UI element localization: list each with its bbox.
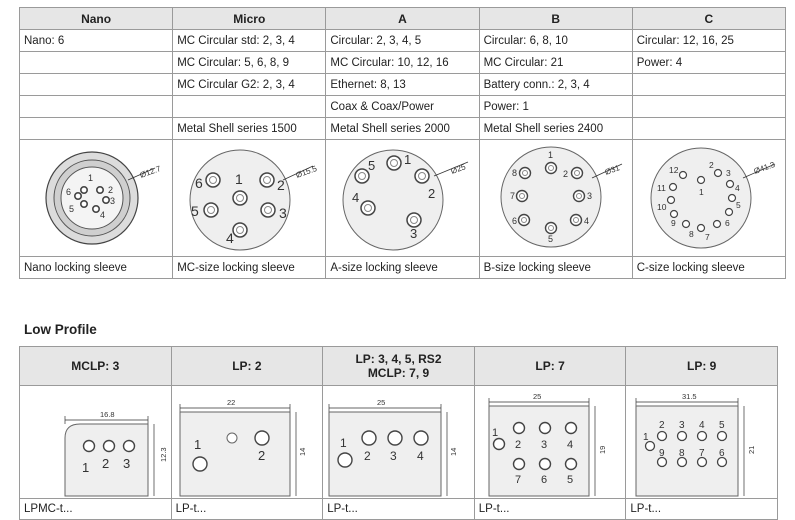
lp9-diagram-cell [626, 386, 778, 499]
caption-cell: MC-size locking sleeve [173, 257, 326, 279]
pin-label: 3 [410, 226, 418, 241]
caption-row [20, 257, 786, 279]
table-cell [632, 74, 785, 96]
pin-label: 5 [69, 204, 75, 214]
pin-label: 3 [586, 191, 592, 201]
pin-label: 3 [279, 205, 287, 221]
height-dim: 12.3 [159, 447, 168, 462]
header-line: LP: 2 [232, 359, 262, 373]
height-dim: 14 [297, 447, 307, 456]
a-connector-drawing [326, 140, 479, 256]
pin-label: 2 [277, 177, 285, 193]
table-row [20, 96, 786, 118]
table-cell: MC Circular G2: 2, 3, 4 [173, 74, 326, 96]
width-dim: 22 [226, 398, 235, 407]
table-cell: Power: 4 [632, 52, 785, 74]
pin-label: 4 [226, 230, 234, 246]
pin-label: 4 [417, 449, 424, 463]
header-lp9 [626, 347, 778, 386]
width-dim: 25 [377, 398, 386, 407]
a-diagram-cell [326, 140, 479, 257]
pin-label: 2 [108, 185, 114, 195]
caption-cell: A-size locking sleeve [326, 257, 479, 279]
pin-label: 1 [193, 437, 201, 452]
diameter-label: Ø31 [603, 163, 621, 177]
header-a: A [326, 8, 479, 30]
caption-cell: LP-t... [626, 499, 778, 520]
table-cell [20, 52, 173, 74]
micro-diagram-cell [173, 140, 326, 257]
pin-label: 5 [719, 420, 725, 431]
diagram-row [20, 140, 786, 257]
table-cell: Circular: 12, 16, 25 [632, 30, 785, 52]
header-b: B [479, 8, 632, 30]
pin-label: 5 [735, 200, 741, 210]
diameter-label: Ø15.5 [294, 163, 319, 180]
table-cell: MC Circular std: 2, 3, 4 [173, 30, 326, 52]
pin-label: 4 [583, 216, 589, 226]
pin-label: 4 [566, 439, 573, 451]
pin-label: 9 [659, 448, 665, 459]
pin-label: 5 [547, 234, 553, 244]
pin-label: 8 [511, 168, 517, 178]
pin-label: 2 [708, 160, 714, 170]
table-cell: Coax & Coax/Power [326, 96, 479, 118]
nano-diagram-cell [20, 140, 173, 257]
c-connector-drawing [633, 140, 786, 256]
pin-label: 6 [66, 187, 72, 197]
connector-size-table [19, 7, 786, 279]
pin-label: 6 [719, 448, 725, 459]
pin-label: 4 [734, 183, 740, 193]
width-dim: 25 [532, 392, 542, 401]
header-c: C [632, 8, 785, 30]
pin-label: 8 [679, 448, 685, 459]
header-line: MCLP: 3 [71, 359, 120, 373]
pin-label: 3 [390, 449, 397, 463]
pin-label: 1 [698, 187, 704, 197]
diameter-label: Ø25 [449, 162, 468, 176]
pin-label: 1 [340, 436, 347, 450]
caption-cell: C-size locking sleeve [632, 257, 785, 279]
lp2-diagram-cell [171, 386, 323, 499]
caption-cell: LP-t... [474, 499, 626, 520]
header-line: LP: 3, 4, 5, RS2 [355, 352, 442, 366]
diameter-label: Ø41.3 [752, 159, 776, 176]
table-row [20, 30, 786, 52]
mclp3-diagram-cell [20, 386, 172, 499]
pin-label: 5 [368, 158, 376, 173]
header-lp2 [171, 347, 323, 386]
pin-label: 6 [724, 218, 730, 228]
width-dim: 31.5 [682, 392, 697, 401]
nano-connector-drawing [20, 140, 173, 256]
table-cell: Metal Shell series 1500 [173, 118, 326, 140]
pin-label: 3 [679, 420, 685, 431]
width-dim: 16.8 [100, 410, 115, 419]
height-dim: 14 [449, 447, 459, 456]
pin-label: 7 [699, 448, 705, 459]
b-connector-drawing [480, 140, 633, 256]
table-cell: Battery conn.: 2, 3, 4 [479, 74, 632, 96]
header-line: LP: 9 [687, 359, 717, 373]
header-nano: Nano [20, 8, 173, 30]
pin-label: 7 [509, 191, 515, 201]
header-line: LP: 7 [535, 359, 565, 373]
pin-label: 6 [540, 474, 547, 486]
table-cell [632, 118, 785, 140]
lp345-drawing [323, 386, 474, 498]
header-line: MCLP: 7, 9 [367, 366, 430, 380]
pin-label: 2 [364, 449, 371, 463]
pin-label: 1 [404, 152, 412, 167]
pin-label: 1 [88, 173, 94, 183]
diagram-row [20, 386, 778, 499]
pin-label: 12 [668, 165, 679, 175]
pin-label: 9 [670, 218, 676, 228]
lp345-diagram-cell [323, 386, 475, 499]
pin-label: 7 [704, 232, 710, 242]
b-diagram-cell [479, 140, 632, 257]
table-row [20, 74, 786, 96]
pin-label: 6 [511, 216, 517, 226]
pin-label: 1 [235, 171, 243, 187]
pin-label: 1 [547, 150, 553, 160]
pin-label: 3 [110, 196, 116, 206]
lp7-drawing [475, 386, 626, 498]
pin-label: 10 [656, 202, 667, 212]
pin-label: 7 [514, 474, 521, 486]
pin-label: 3 [123, 456, 131, 471]
pin-label: 1 [82, 460, 90, 475]
table-cell: Nano: 6 [20, 30, 173, 52]
lp9-drawing [626, 386, 777, 498]
caption-cell: B-size locking sleeve [479, 257, 632, 279]
pin-label: 4 [100, 210, 106, 220]
pin-label: 2 [428, 186, 436, 201]
pin-label: 2 [514, 439, 521, 451]
mclp3-drawing [20, 386, 171, 498]
table-cell: Metal Shell series 2400 [479, 118, 632, 140]
table-row [20, 118, 786, 140]
pin-label: 6 [195, 175, 203, 191]
table-cell: MC Circular: 5, 6, 8, 9 [173, 52, 326, 74]
table-cell [173, 96, 326, 118]
c-diagram-cell [632, 140, 785, 257]
header-lp345 [323, 347, 475, 386]
lp7-diagram-cell [474, 386, 626, 499]
pin-label: 2 [102, 456, 110, 471]
table-cell [20, 74, 173, 96]
pin-label: 3 [725, 168, 731, 178]
table-cell [20, 96, 173, 118]
pin-label: 4 [699, 420, 705, 431]
pin-label: 1 [491, 427, 498, 439]
table-cell [632, 96, 785, 118]
diameter-label: Ø12.7 [138, 163, 163, 180]
pin-label: 1 [643, 432, 649, 443]
pin-label: 2 [257, 448, 265, 463]
header-lp7 [474, 347, 626, 386]
lp2-drawing [172, 386, 323, 498]
caption-cell: LP-t... [323, 499, 475, 520]
caption-cell: LPMC-t... [20, 499, 172, 520]
micro-connector-drawing [173, 140, 326, 256]
pin-label: 8 [688, 229, 694, 239]
height-dim: 19 [597, 445, 607, 454]
table-cell: Circular: 2, 3, 4, 5 [326, 30, 479, 52]
pin-label: 5 [566, 474, 573, 486]
pin-label: 4 [352, 190, 360, 205]
pin-label: 2 [659, 420, 665, 431]
height-dim: 21 [747, 445, 757, 454]
header-mclp [20, 347, 172, 386]
table-cell: Metal Shell series 2000 [326, 118, 479, 140]
table-cell: Ethernet: 8, 13 [326, 74, 479, 96]
table-cell: MC Circular: 10, 12, 16 [326, 52, 479, 74]
caption-cell: LP-t... [171, 499, 323, 520]
low-profile-table [19, 346, 778, 520]
caption-row [20, 499, 778, 520]
header-micro: Micro [173, 8, 326, 30]
table-cell [20, 118, 173, 140]
section-title: Low Profile [24, 322, 97, 337]
table-row [20, 52, 786, 74]
pin-label: 2 [562, 169, 568, 179]
caption-cell: Nano locking sleeve [20, 257, 173, 279]
table-cell: Circular: 6, 8, 10 [479, 30, 632, 52]
pin-label: 5 [191, 203, 199, 219]
table-cell: Power: 1 [479, 96, 632, 118]
pin-label: 3 [540, 439, 547, 451]
table-cell: MC Circular: 21 [479, 52, 632, 74]
pin-label: 11 [656, 183, 666, 193]
